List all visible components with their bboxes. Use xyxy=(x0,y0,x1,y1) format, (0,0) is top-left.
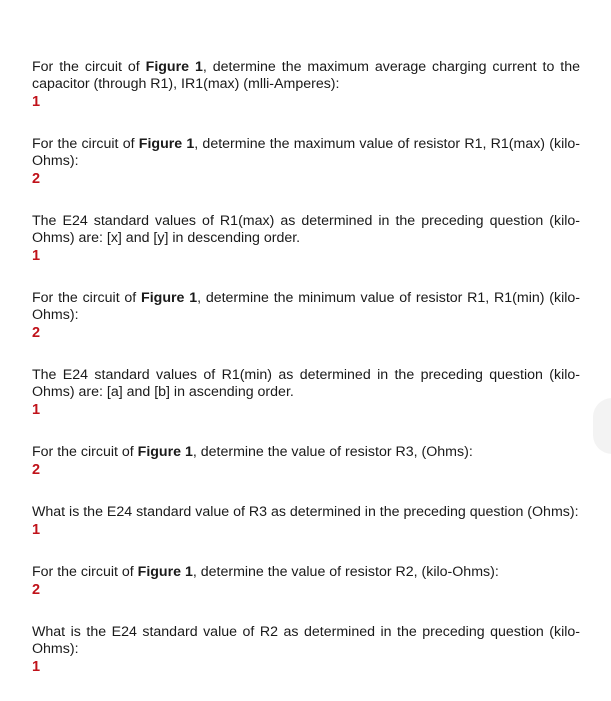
question-item xyxy=(32,564,580,599)
answer-label: 2 xyxy=(32,171,41,187)
answer-label: 1 xyxy=(32,402,41,418)
question-text: What is the E24 standard value of R3 as determined in the preceding question (Ohms): xyxy=(32,504,579,520)
question-text: What is the E24 standard value of R2 as determined in the preceding question (kilo-Ohms): xyxy=(32,624,580,657)
figure-reference: Figure 1 xyxy=(137,444,193,460)
question-text: For the circuit of Figure 1, determine the minimum value of resistor R1, R1(min) (kilo-Ohms): xyxy=(32,290,581,323)
question-text: The E24 standard values of R1(min) as determined in the preceding question (kilo-Ohms) are: [a] and [b] in ascending order. xyxy=(32,367,580,400)
question-item xyxy=(32,213,580,265)
question-text: The E24 standard values of R1(max) as determined in the preceding question (kilo-Ohms) are: [x] and [y] in descending order. xyxy=(32,213,580,246)
question-item xyxy=(32,59,580,111)
question-item xyxy=(32,367,580,419)
question-item xyxy=(32,290,580,342)
figure-reference: Figure 1 xyxy=(145,59,203,75)
figure-reference: Figure 1 xyxy=(141,290,198,306)
answer-label: 1 xyxy=(32,248,41,264)
answer-label: 2 xyxy=(32,582,41,598)
answer-label: 1 xyxy=(32,522,41,538)
figure-reference: Figure 1 xyxy=(137,564,193,580)
question-list xyxy=(32,59,580,701)
question-item xyxy=(32,504,580,539)
answer-label: 1 xyxy=(32,659,41,675)
answer-label: 2 xyxy=(32,462,41,478)
answer-label: 1 xyxy=(32,94,41,110)
answer-label: 2 xyxy=(32,325,41,341)
question-item xyxy=(32,444,580,479)
question-text: For the circuit of Figure 1, determine the value of resistor R3, (Ohms): xyxy=(32,444,473,460)
question-text: For the circuit of Figure 1, determine the maximum value of resistor R1, R1(max) (kilo-Ohms): xyxy=(32,136,580,169)
figure-reference: Figure 1 xyxy=(138,136,195,152)
question-text: For the circuit of Figure 1, determine the value of resistor R2, (kilo-Ohms): xyxy=(32,564,499,580)
scroll-edge-shadow xyxy=(593,398,611,454)
question-text: For the circuit of Figure 1, determine the maximum average charging current to the capacitor (through R1), IR1(max) (mlli-Amperes): xyxy=(32,59,581,92)
question-item xyxy=(32,136,580,188)
